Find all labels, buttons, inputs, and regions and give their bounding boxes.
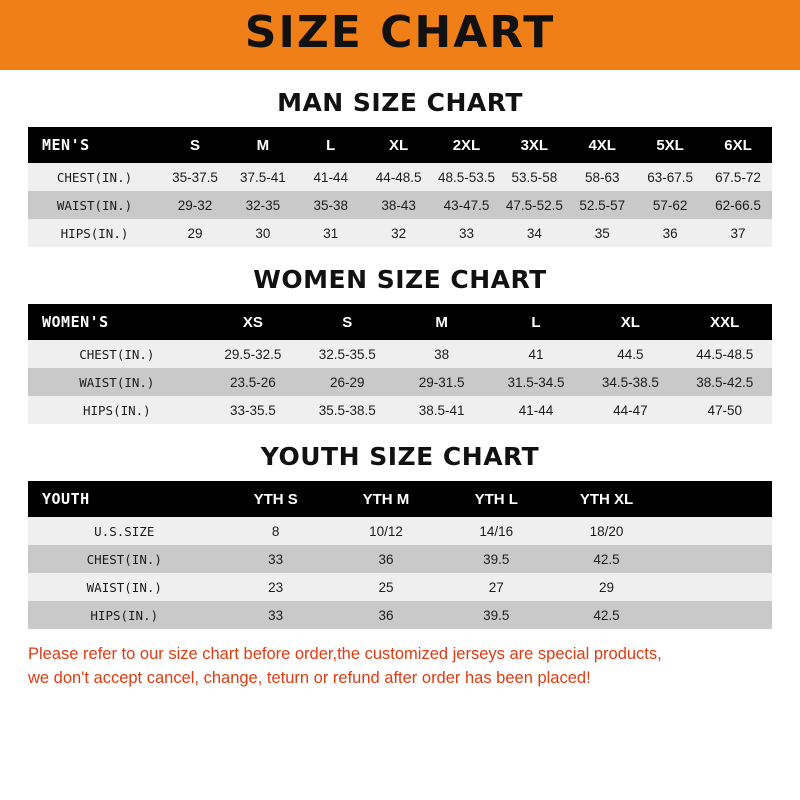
- column-header: 3XL: [500, 127, 568, 163]
- table-cell: 39.5: [441, 601, 551, 629]
- table-head: [28, 304, 772, 340]
- column-header: L: [489, 304, 583, 340]
- table-row: [28, 396, 772, 424]
- table-cell: 26-29: [300, 368, 394, 396]
- table-row: [28, 219, 772, 247]
- banner-center: [30, 0, 770, 70]
- row-label: CHEST(IN.): [28, 163, 161, 191]
- table-cell: 53.5-58: [500, 163, 568, 191]
- table-cell: 32: [365, 219, 433, 247]
- column-header: 4XL: [568, 127, 636, 163]
- column-header-rowlabel: YOUTH: [28, 481, 221, 517]
- column-header: S: [300, 304, 394, 340]
- table-man-size-chart: [28, 127, 772, 247]
- column-header: YTH M: [331, 481, 441, 517]
- column-header-rowlabel: WOMEN'S: [28, 304, 206, 340]
- column-header: 2XL: [433, 127, 501, 163]
- table-cell: 29-31.5: [394, 368, 488, 396]
- table-cell: 33-35.5: [206, 396, 300, 424]
- table-cell: 57-62: [636, 191, 704, 219]
- table-row: [28, 573, 772, 601]
- table-cell: 48.5-53.5: [433, 163, 501, 191]
- table-cell: 47-50: [678, 396, 772, 424]
- table-row: [28, 368, 772, 396]
- table-cell: 36: [331, 601, 441, 629]
- table-cell: 63-67.5: [636, 163, 704, 191]
- banner-left-bar: [0, 0, 30, 70]
- table-row: [28, 517, 772, 545]
- column-header: YTH XL: [551, 481, 661, 517]
- row-label: HIPS(IN.): [28, 396, 206, 424]
- column-header: M: [394, 304, 488, 340]
- table-head: [28, 127, 772, 163]
- table-cell: 23.5-26: [206, 368, 300, 396]
- table-cell: 10/12: [331, 517, 441, 545]
- column-header: XXL: [678, 304, 772, 340]
- table-row: [28, 340, 772, 368]
- table-cell: 23: [221, 573, 331, 601]
- table-cell: 44-47: [583, 396, 677, 424]
- table-cell: 29: [161, 219, 229, 247]
- table-cell: 31: [297, 219, 365, 247]
- table-cell: 42.5: [551, 601, 661, 629]
- column-header: 5XL: [636, 127, 704, 163]
- table-header-row: [28, 481, 772, 517]
- column-header: M: [229, 127, 297, 163]
- table-cell: 34: [500, 219, 568, 247]
- table-women-size-chart: [28, 304, 772, 424]
- section-title-youth: YOUTH SIZE CHART: [260, 442, 540, 471]
- table-cell: 39.5: [441, 545, 551, 573]
- table-cell: 52.5-57: [568, 191, 636, 219]
- table-cell: 67.5-72: [704, 163, 772, 191]
- table-cell: 42.5: [551, 545, 661, 573]
- header-banner: [0, 0, 800, 70]
- table-cell: 32.5-35.5: [300, 340, 394, 368]
- footer-line-1: Please refer to our size chart before order,the customized jerseys are special products,: [28, 645, 662, 663]
- column-header: 6XL: [704, 127, 772, 163]
- section-women: [28, 265, 772, 424]
- table-cell: 29-32: [161, 191, 229, 219]
- table-cell-spacer: [662, 517, 772, 545]
- table-head: [28, 481, 772, 517]
- table-cell: 29: [551, 573, 661, 601]
- banner-right-bar: [770, 0, 800, 70]
- row-label: U.S.SIZE: [28, 517, 221, 545]
- row-label: WAIST(IN.): [28, 368, 206, 396]
- table-row: [28, 601, 772, 629]
- section-man: [28, 88, 772, 247]
- table-cell: 38.5-41: [394, 396, 488, 424]
- table-cell: 37: [704, 219, 772, 247]
- table-cell: 43-47.5: [433, 191, 501, 219]
- footer-disclaimer: [28, 643, 772, 691]
- column-header: XL: [365, 127, 433, 163]
- table-cell-spacer: [662, 545, 772, 573]
- table-cell-spacer: [662, 573, 772, 601]
- table-youth-size-chart: [28, 481, 772, 629]
- section-title-man: MAN SIZE CHART: [277, 88, 523, 117]
- column-header: L: [297, 127, 365, 163]
- table-cell: 8: [221, 517, 331, 545]
- row-label: CHEST(IN.): [28, 340, 206, 368]
- table-cell: 38-43: [365, 191, 433, 219]
- column-header: XS: [206, 304, 300, 340]
- table-cell: 33: [221, 545, 331, 573]
- table-cell: 58-63: [568, 163, 636, 191]
- table-cell: 29.5-32.5: [206, 340, 300, 368]
- column-header: YTH S: [221, 481, 331, 517]
- table-cell: 32-35: [229, 191, 297, 219]
- section-youth: [28, 442, 772, 629]
- table-cell: 14/16: [441, 517, 551, 545]
- column-header-rowlabel: MEN'S: [28, 127, 161, 163]
- page-title: SIZE CHART: [244, 7, 556, 58]
- table-cell: 41-44: [489, 396, 583, 424]
- row-label: CHEST(IN.): [28, 545, 221, 573]
- table-cell: 35-37.5: [161, 163, 229, 191]
- footer-line-2: we don't accept cancel, change, teturn or refund after order has been placed!: [28, 668, 591, 687]
- table-cell: 62-66.5: [704, 191, 772, 219]
- row-label: WAIST(IN.): [28, 573, 221, 601]
- table-header-row: [28, 304, 772, 340]
- table-cell: 44-48.5: [365, 163, 433, 191]
- table-row: [28, 191, 772, 219]
- table-cell: 25: [331, 573, 441, 601]
- row-label: HIPS(IN.): [28, 601, 221, 629]
- table-body: [28, 340, 772, 424]
- table-cell: 41-44: [297, 163, 365, 191]
- table-cell: 31.5-34.5: [489, 368, 583, 396]
- table-row: [28, 545, 772, 573]
- row-label: HIPS(IN.): [28, 219, 161, 247]
- table-cell: 36: [331, 545, 441, 573]
- table-header-row: [28, 127, 772, 163]
- table-cell: 33: [221, 601, 331, 629]
- table-cell: 41: [489, 340, 583, 368]
- column-header: XL: [583, 304, 677, 340]
- table-cell: 38: [394, 340, 488, 368]
- table-cell: 33: [433, 219, 501, 247]
- table-cell: 37.5-41: [229, 163, 297, 191]
- table-cell: 35.5-38.5: [300, 396, 394, 424]
- table-cell: 44.5-48.5: [678, 340, 772, 368]
- table-cell: 34.5-38.5: [583, 368, 677, 396]
- column-header: S: [161, 127, 229, 163]
- table-cell-spacer: [662, 601, 772, 629]
- table-cell: 35-38: [297, 191, 365, 219]
- table-cell: 30: [229, 219, 297, 247]
- table-cell: 18/20: [551, 517, 661, 545]
- table-cell: 36: [636, 219, 704, 247]
- charts-container: [0, 88, 800, 629]
- table-cell: 47.5-52.5: [500, 191, 568, 219]
- table-body: [28, 163, 772, 247]
- column-header: YTH L: [441, 481, 551, 517]
- table-cell: 44.5: [583, 340, 677, 368]
- table-row: [28, 163, 772, 191]
- table-cell: 38.5-42.5: [678, 368, 772, 396]
- section-title-women: WOMEN SIZE CHART: [253, 265, 547, 294]
- table-body: [28, 517, 772, 629]
- table-cell: 35: [568, 219, 636, 247]
- row-label: WAIST(IN.): [28, 191, 161, 219]
- table-cell: 27: [441, 573, 551, 601]
- column-header-spacer: [662, 481, 772, 517]
